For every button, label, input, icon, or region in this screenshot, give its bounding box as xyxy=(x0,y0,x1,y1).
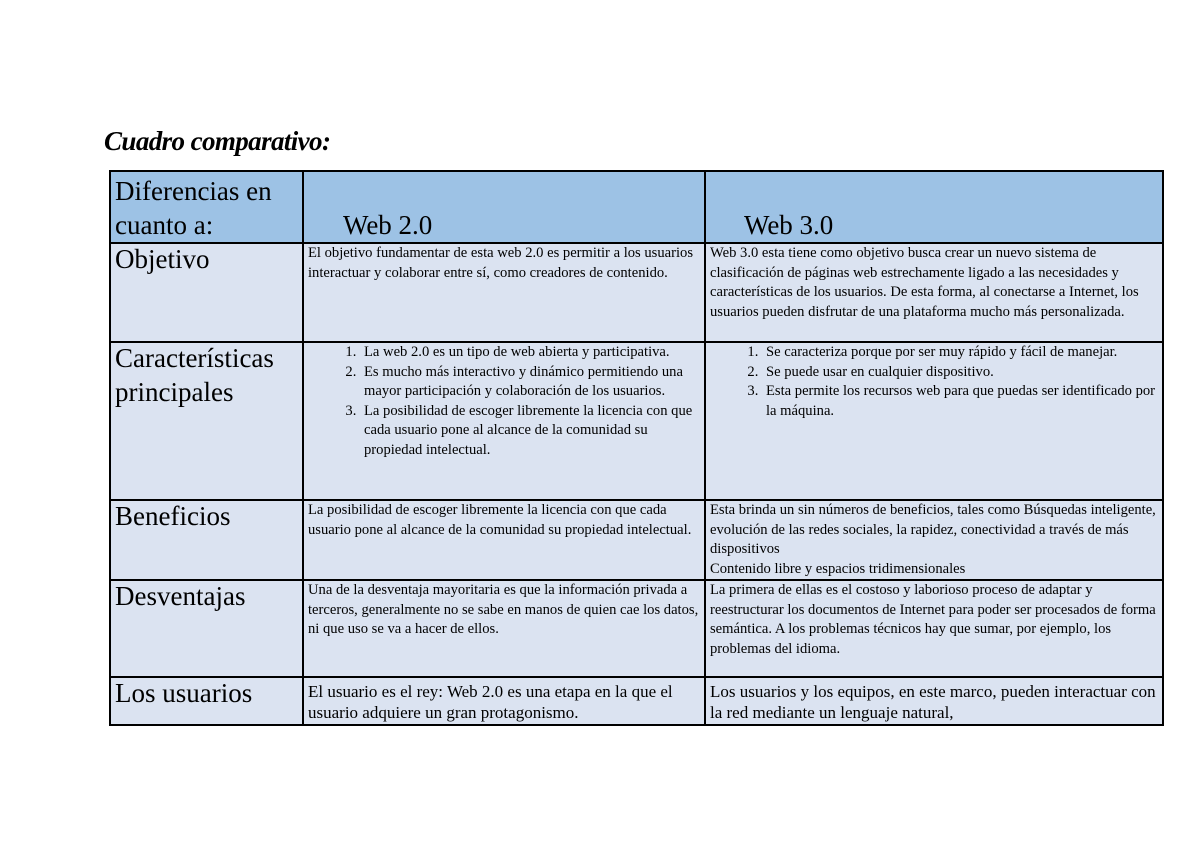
objetivo-web2-cell xyxy=(303,243,705,342)
objetivo-web3-cell xyxy=(705,243,1163,342)
list-item: 1. Se caracteriza porque por ser muy rápido y fácil de manejar. xyxy=(762,343,1158,363)
usuarios-web3-text: Los usuarios y los equipos, en este marco, pueden interactuar con la red mediante un lenguaje natural, xyxy=(710,682,1156,722)
desventajas-web3-cell xyxy=(705,580,1163,677)
row-label-beneficios: Beneficios xyxy=(115,501,231,531)
desventajas-web3-text: La primera de ellas es el costoso y laborioso proceso de adaptar y reestructurar los documentos de Internet para poder ser procesados de forma semántica. A los problemas técnicos hay que sumar, por ejemplo, los problemas del idioma. xyxy=(710,582,1156,657)
row-label-cell xyxy=(110,500,303,580)
desventajas-web2-text: Una de la desventaja mayoritaria es que la información privada a terceros, generalmente no se sabe en manos de quien cae los datos, ni que uso se va a hacer de ellos. xyxy=(308,582,699,637)
usuarios-web3-cell xyxy=(705,677,1163,725)
usuarios-web2-text: El usuario es el rey: Web 2.0 es una etapa en la que el usuario adquiere un gran protagonismo. xyxy=(308,682,673,722)
list-item: 2. Se puede usar en cualquier dispositivo. xyxy=(762,363,1158,383)
table-row-objetivo xyxy=(110,243,1163,342)
row-label-cell xyxy=(110,243,303,342)
comparison-table xyxy=(109,170,1164,726)
usuarios-web2-cell xyxy=(303,677,705,725)
row-label-desventajas: Desventajas xyxy=(115,581,246,611)
document-title: Cuadro comparativo: xyxy=(104,126,331,156)
list-item: 1. La web 2.0 es un tipo de web abierta y participativa. xyxy=(360,343,700,363)
desventajas-web2-cell xyxy=(303,580,705,677)
row-label-cell xyxy=(110,342,303,500)
beneficios-web2-cell xyxy=(303,500,705,580)
row-label-cell xyxy=(110,580,303,677)
header-criteria-label: Diferencias en cuanto a: xyxy=(115,176,272,240)
objetivo-web2-text: El objetivo fundamentar de esta web 2.0 es permitir a los usuarios interactuar y colaborar entre sí, como creadores de contenido. xyxy=(308,245,694,281)
row-label-cell xyxy=(110,677,303,725)
list-item: 2. Es mucho más interactivo y dinámico permitiendo una mayor participación y colaboración de los usuarios. xyxy=(360,363,700,402)
list-item: 3. La posibilidad de escoger libremente la licencia con que cada usuario pone al alcance de la comunidad su propiedad intelectual. xyxy=(360,402,700,461)
list-item: 3. Esta permite los recursos web para que puedas ser identificado por la máquina. xyxy=(762,382,1158,421)
caracteristicas-web2-cell xyxy=(303,342,705,500)
table-row-caracteristicas xyxy=(110,342,1163,500)
beneficios-web3-text-2: Contenido libre y espacios tridimensionales xyxy=(710,560,966,577)
row-label-objetivo: Objetivo xyxy=(115,244,210,274)
table-header-row xyxy=(110,171,1163,243)
header-criteria-cell xyxy=(110,171,303,243)
caracteristicas-web3-cell xyxy=(705,342,1163,500)
objetivo-web3-text: Web 3.0 esta tiene como objetivo busca crear un nuevo sistema de clasificación de páginas web estrechamente ligado a las necesidades y características de los usuarios. De esta forma, al conectarse a Internet, los usuarios pueden disfrutar de una plataforma mucho más personalizada. xyxy=(710,245,1139,320)
beneficios-web3-text: Esta brinda un sin números de beneficios, tales como Búsquedas inteligente, evolución de las redes sociales, la rapidez, conectividad a través de más dispositivos xyxy=(710,502,1156,557)
caracteristicas-web2-list xyxy=(308,343,700,460)
row-label-caracteristicas: Características principales xyxy=(115,343,274,407)
header-web2-title: Web 2.0 xyxy=(343,210,433,240)
table-row-beneficios xyxy=(110,500,1163,580)
table-row-usuarios xyxy=(110,677,1163,725)
header-web3-title: Web 3.0 xyxy=(744,210,834,240)
header-web3-cell xyxy=(705,171,1163,243)
header-web2-cell xyxy=(303,171,705,243)
row-label-usuarios: Los usuarios xyxy=(115,678,253,708)
caracteristicas-web3-list xyxy=(710,343,1158,421)
beneficios-web3-cell xyxy=(705,500,1163,580)
beneficios-web2-text: La posibilidad de escoger libremente la licencia con que cada usuario pone al alcance de la comunidad su propiedad intelectual. xyxy=(308,502,692,538)
table-row-desventajas xyxy=(110,580,1163,677)
